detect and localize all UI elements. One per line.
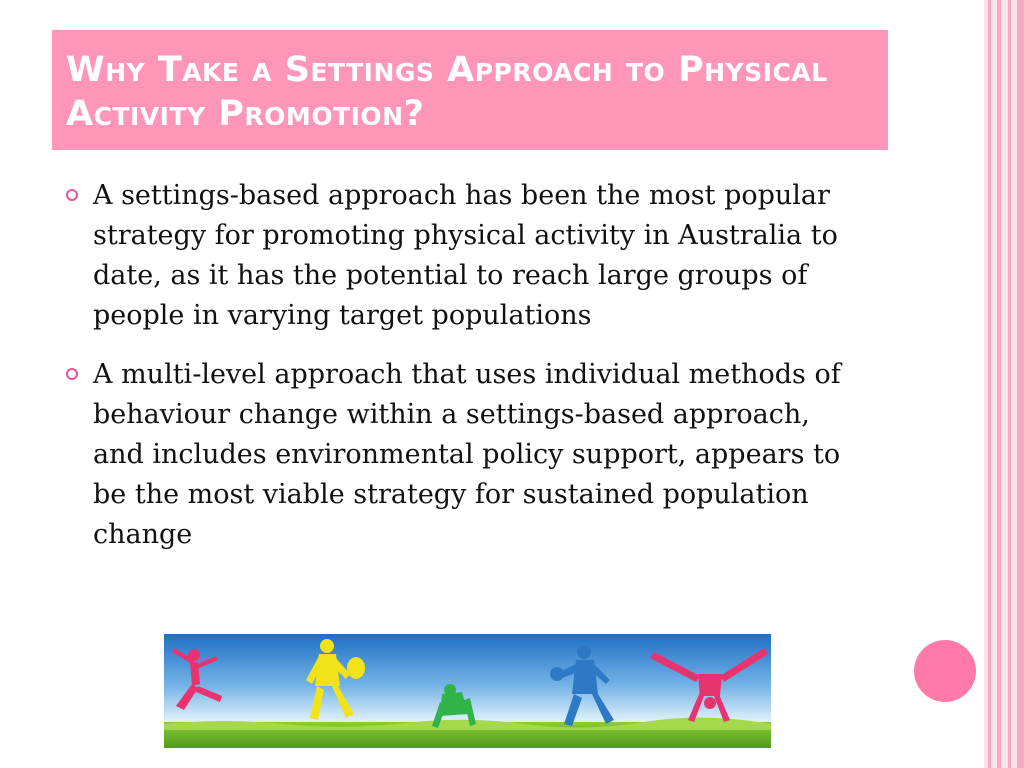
stripe <box>1008 0 1011 768</box>
bullet-item <box>60 355 860 555</box>
slide-title: Why Take a Settings Approach to Physical Activity Promotion? <box>66 50 828 134</box>
title-banner <box>52 30 888 150</box>
stripe <box>997 0 1001 768</box>
decorative-stripes <box>984 0 1024 768</box>
decorative-pink-circle <box>914 640 976 702</box>
athletes-banner-image <box>164 634 771 748</box>
bullet-item <box>60 176 860 336</box>
bullet-text: A settings-based approach has been the most popular strategy for promoting physical activity in Australia to date, as it has the potential to reach large groups of people in varying target populations <box>93 180 838 331</box>
bullet-text: A multi-level approach that uses individual methods of behaviour change within a settings-based approach, and includes environmental policy support, appears to be the most viable strategy for sustained population change <box>93 359 841 550</box>
stripe <box>1017 0 1024 768</box>
bullet-list <box>60 176 860 574</box>
bullet-icon <box>66 368 78 380</box>
bullet-icon <box>66 189 78 201</box>
stripe <box>988 0 991 768</box>
